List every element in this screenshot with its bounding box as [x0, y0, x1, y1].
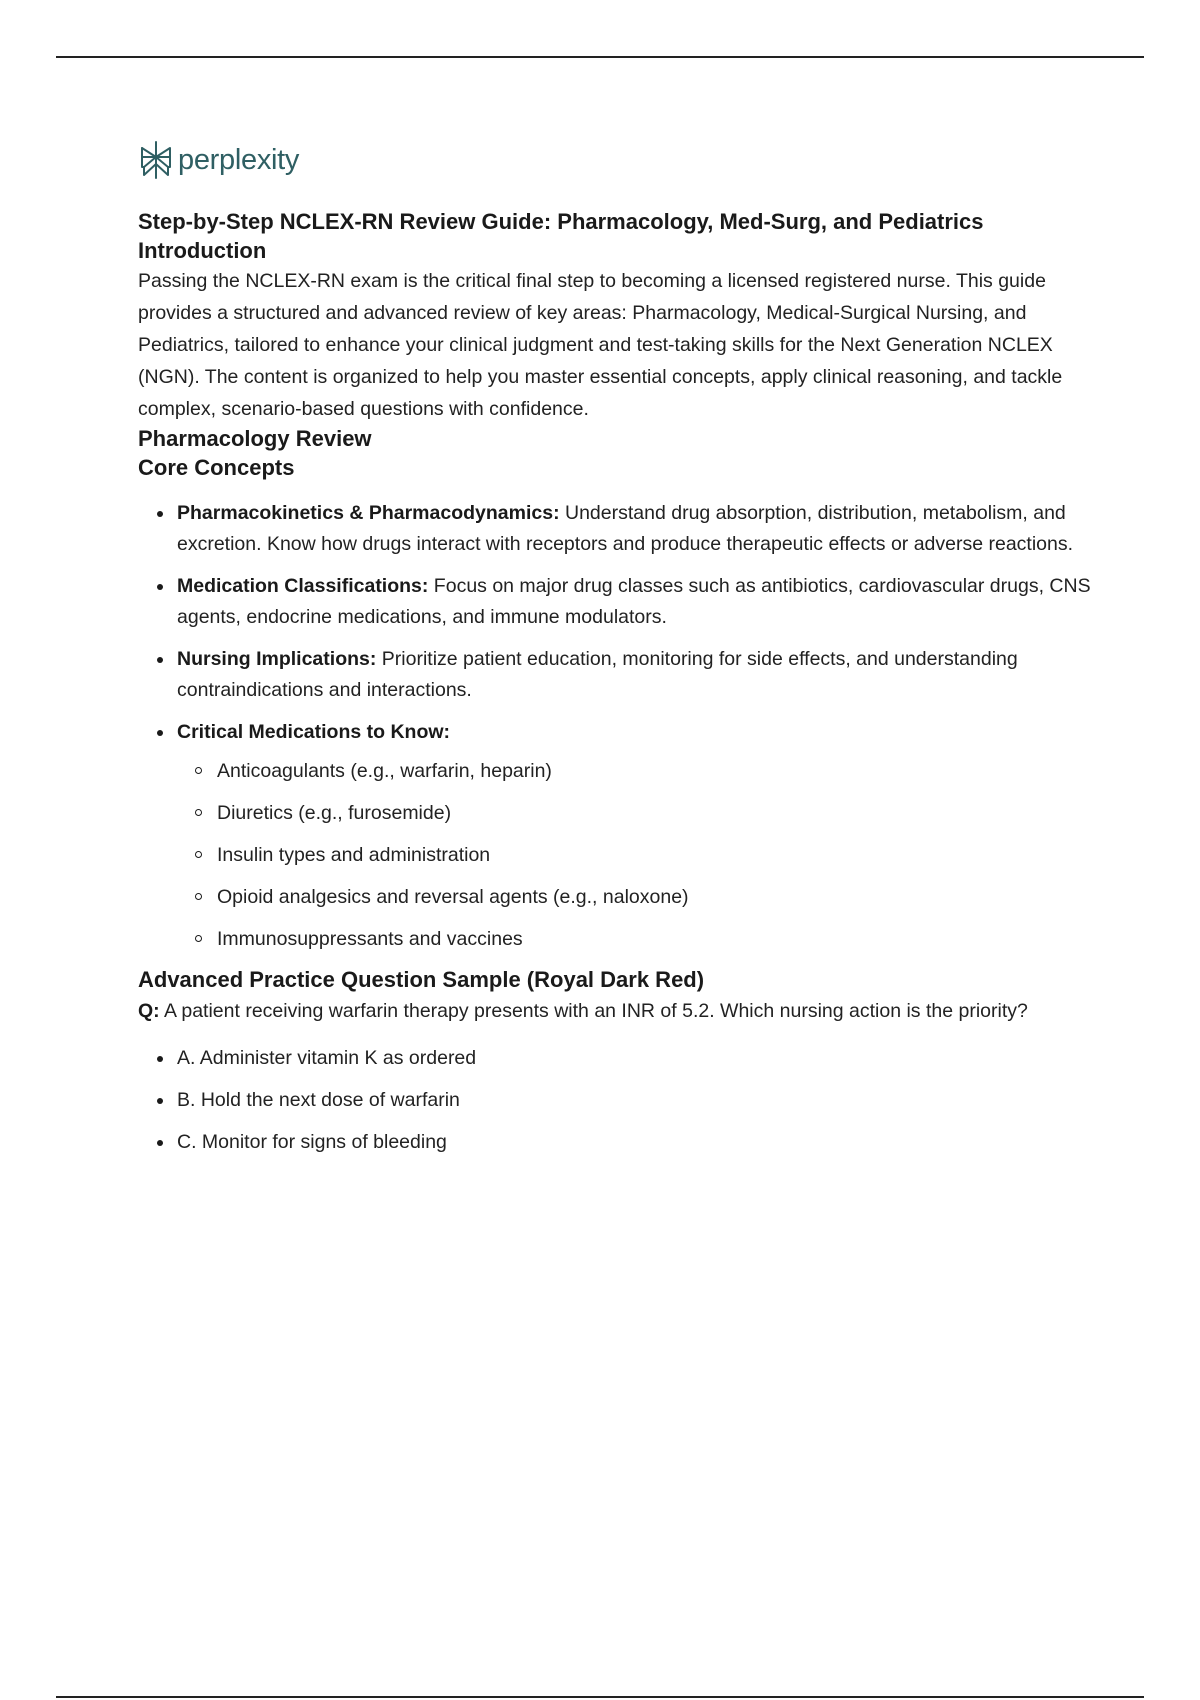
sublist-item: Anticoagulants (e.g., warfarin, heparin) [217, 756, 1098, 787]
sublist-item: Immunosuppressants and vaccines [217, 924, 1098, 955]
list-item-lead: Medication Classifications: [177, 575, 429, 598]
list-item-lead: Pharmacokinetics & Pharmacodynamics: [177, 502, 560, 525]
answer-option: C. Monitor for signs of bleeding [177, 1127, 1098, 1158]
sublist-item: Diuretics (e.g., furosemide) [217, 798, 1098, 829]
list-item-lead: Nursing Implications: [177, 648, 377, 671]
top-divider [56, 56, 1144, 58]
answer-option: B. Hold the next dose of warfarin [177, 1085, 1098, 1116]
introduction-paragraph: Passing the NCLEX-RN exam is the critical final step to becoming a licensed registered nurse. This guide provides a structured and advanced review of key areas: Pharmacology, Medical-Surgical Nursing, and Pediatrics, tailored to enhance your clinical judgment and test-taking skills for the Next Generation NCLEX (NGN). The content is organized to help you master essential concepts, apply clinical reasoning, and tackle complex, scenario-based questions with confidence. [138, 270, 1063, 421]
list-item-text: Prioritize patient education, monitoring for side effects, and understanding contraindications and interactions. [177, 648, 1018, 702]
list-item [177, 498, 1098, 560]
question-paragraph [138, 995, 1098, 1027]
document-title: Step-by-Step NCLEX-RN Review Guide: Pharmacology, Med-Surg, and Pediatrics [138, 209, 984, 234]
introduction-heading: Introduction [138, 237, 267, 263]
brand-name: perplexity [178, 143, 300, 176]
core-concepts-heading: Core Concepts [138, 454, 295, 480]
answer-option: A. Administer vitamin K as ordered [177, 1043, 1098, 1074]
sublist-item: Opioid analgesics and reversal agents (e.g., naloxone) [217, 882, 1098, 913]
bottom-divider [56, 1696, 1144, 1698]
list-item-lead: Critical Medications to Know: [177, 721, 451, 744]
list-item-text: Focus on major drug classes such as antibiotics, cardiovascular drugs, CNS agents, endocrine medications, and immune modulators. [177, 575, 1091, 629]
brand-logo [138, 140, 1098, 180]
list-item [177, 644, 1098, 706]
core-concepts-list [138, 498, 1098, 955]
list-item [177, 717, 1098, 955]
critical-medications-sublist [177, 756, 1098, 955]
question-label: Q: [138, 999, 160, 1022]
question-text: A patient receiving warfarin therapy presents with an INR of 5.2. Which nursing action is the priority? [159, 999, 1028, 1022]
document-page [138, 140, 1098, 1169]
list-item [177, 571, 1098, 633]
advanced-question-heading: Advanced Practice Question Sample (Royal Dark Red) [138, 967, 705, 993]
answer-options-list [138, 1043, 1098, 1158]
pharmacology-heading: Pharmacology Review [138, 426, 372, 452]
perplexity-logo-icon [138, 140, 174, 180]
list-item-text: Understand drug absorption, distribution, metabolism, and excretion. Know how drugs interact with receptors and produce therapeutic effects or adverse reactions. [177, 502, 1074, 556]
sublist-item: Insulin types and administration [217, 840, 1098, 871]
